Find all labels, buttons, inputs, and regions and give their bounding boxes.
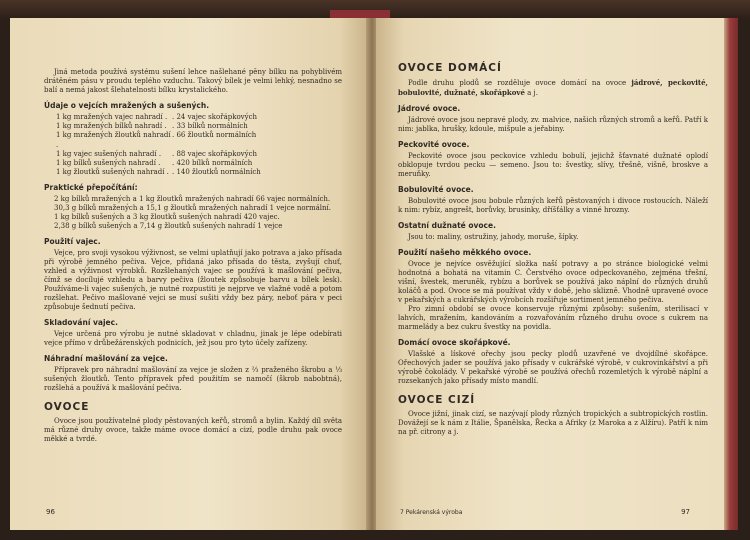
table-cell-right: . 24 vajec skořápkových [172, 113, 258, 121]
table-row [44, 159, 342, 168]
use-paragraph: Vejce, pro svoji vysokou výživnost, se velmi uplatňují jako potrava a jako přísada při výrobě jemného pečiva. Vejce, přidaná jako přísada do těsta, zvyšují chuť, vzhled a výživnost výrobků. Rozšlehaných vajec se používá k mašlování pečiva, čímž se docílujé vzhledu a barvy pečiva (žloutek způsobuje barvu a bílek lesk). Používáme-li vajec sušených, je nutné rozpustiti je nejprve ve vlažné vodě a potom rozšlehat. Pečivo mašlované vejci se musí sušiti vždy bez páry, neboť pára v peci způsobuje šednutí pečiva. [44, 249, 342, 312]
page-number-left: 96 [46, 508, 55, 516]
conversion-line: 1 kg bílků sušených a 3 kg žloutků sušených nahradí 420 vajec. [54, 213, 280, 222]
fruit-paragraph: Ovoce jsou používatelné plody pěstovaných keřů, stromů a bylin. Každý díl světa má různé druhy ovoce, takže máme ovoce domácí a cizí, podle druhu pak ovoce měkké a tvrdé. [44, 417, 342, 444]
pome-paragraph: Jádrové ovoce jsou nepravé plody, zv. malvice, našich různých stromů a keřů. Patří k nim: jablka, hrušky, kdoule, mišpule a jeřabiny. [398, 116, 708, 133]
conversion-line: 2 kg bílků mražených a 1 kg žloutků mražených nahradí 66 vajec normálních. [54, 195, 331, 204]
table-cell-left: 1 kg žloutků sušených nahradí . [56, 168, 169, 177]
table-row [44, 113, 342, 122]
stone-paragraph: Peckovité ovoce jsou peckovice vzhledu bobulí, jejichž šťavnaté dužnaté oplodí obklopuje tvrdou pecku — semeno. Jsou to: švestky, slívy, třešně, višně, broskve a meruňky. [398, 152, 708, 178]
heading-use-of-eggs: Použití vajec. [44, 237, 101, 247]
domestic-bold-types: jádrové, peckovité, bobulovité, dužnaté, skořápkové [398, 78, 708, 97]
table-cell-right: . 33 bílků normálních [172, 122, 248, 131]
table-cell-right: . 88 vajec skořápkových [172, 149, 258, 158]
intro-paragraph: Jiná metoda používá systému sušení lehce našlehané pěny bílku na pohyblivém drátěném pásu v proudu teplého vzduchu. Takový bílek je velmi lehký, nesnadno se balí a nemá jakost šlehatelnosti bílku krystalického. [44, 68, 342, 94]
heading-soft-fruit-use: Použití našeho měkkého ovoce. [398, 248, 532, 257]
heading-storage: Skladování vajec. [44, 318, 118, 328]
table-row [44, 131, 342, 149]
left-page [10, 18, 368, 530]
table-cell-right: . 140 žloutků normálních [172, 168, 261, 177]
heading-stone-fruit: Peckovité ovoce. [398, 140, 470, 149]
table-cell-left: 1 kg vajec sušených nahradí . [56, 149, 162, 158]
table-cell-right: . 420 bílků normálních [172, 159, 253, 168]
table-cell-left: 1 kg mražených bílků nahradí . [56, 122, 167, 131]
heading-pome-fruit: Jádrové ovoce. [398, 104, 461, 113]
table-cell-left: 1 kg mražených vajec nahradí . [56, 113, 168, 121]
domestic-text-end: a j. [524, 89, 538, 97]
conversion-line: 30,3 g bílků mražených a 15,1 g žloutků mražených nahradí 1 vejce normální. [54, 204, 331, 213]
domestic-text: Podle druhu plodů se rozděluje ovoce domácí na ovoce [408, 79, 632, 87]
frozen-eggs-table [44, 113, 342, 177]
substitute-paragraph: Přípravek pro náhradní mašlování za vejce je složen z ⅔ praženého škrobu a ⅓ sušených žloutků. Tento přípravek před použitím se namočí (škrob nabobtná), rozšlehá a používá k mašlování pečiva. [44, 366, 342, 393]
right-page [376, 18, 724, 530]
soft-paragraph: Ovoce je nejvíce osvěžující složka naší potravy a po stránce biologické velmi hodnotná a bohatá na vitamin C. Čerstvého ovoce odpeckovaného, zejména třešní, višní, švestek, meruněk, rybízu a borůvek se používá jako náplní do různých druhů koláčů a pod. Ovoce se má používat vždy v době, jeho sklizně. Vhodně upravené ovoce v pekařských a cukrářských výrobcích rozšiřuje sortiment jemného pečiva. [398, 260, 708, 304]
storage-paragraph: Vejce určená pro výrobu je nutné skladovat v chladnu, jinak je lépe odebírati vejce přímo v drůbežárenských podnicích, jež jsou pro tyto účely zařízeny. [44, 330, 342, 348]
heading-nuts: Domácí ovoce skořápkové. [398, 338, 511, 347]
table-cell-right: . 66 žloutků normálních [172, 131, 257, 140]
heading-other-fruit: Ostatní dužnaté ovoce. [398, 221, 496, 230]
table-cell-left: 1 kg bílků sušených nahradí . [56, 159, 161, 168]
table-row [44, 150, 342, 159]
table-cell-left: 1 kg mražených žloutků nahradí . [56, 131, 171, 149]
heading-domestic-fruit: OVOCE DOMÁCÍ [398, 62, 502, 74]
heading-foreign-fruit: OVOCE CIZÍ [398, 394, 476, 406]
heading-berry-fruit: Bobulovité ovoce. [398, 185, 474, 194]
nuts-paragraph: Vlašské a lískové ořechy jsou pecky plodů uzavřené ve dvojdílné skořápce. Ořechových jader se používá jako přísady v cukrářské výrobě, v cukrovinkářství a při výrobě čokolády. V pekařské výrobě se používá ořechů rozemletých k výrobě náplní a rozsekaných jako přísady místo mandlí. [398, 350, 708, 385]
heading-practical-conversion: Praktické přepočítání: [44, 183, 138, 193]
footer-note: 7 Pekárenská výroba [400, 509, 463, 516]
foreign-paragraph: Ovoce jižní, jinak cizí, se nazývají plody různých tropických a subtropických rostlin. Dovážejí se k nám z Itálie, Španělska, Řecka a Afriky (z Maroka a z Alžíru). Patří k nim na př. citrony a j. [398, 410, 708, 436]
heading-frozen-dried-eggs: Údaje o vejcích mražených a sušených. [44, 101, 210, 110]
other-paragraph: Jsou to: maliny, ostružiny, jahody, moruše, šípky. [408, 233, 579, 241]
domestic-paragraph [398, 78, 708, 98]
heading-fruit: OVOCE [44, 401, 90, 414]
page-number-right: 97 [681, 508, 690, 516]
berry-paragraph: Bobulovité ovoce jsou bobule různých keřů pěstovaných i divoce rostoucích. Náleží k nim: rybíz, angrešt, borůvky, brusinky, dříšťálky a vinné hrozny. [398, 197, 708, 214]
book-edge [724, 18, 738, 530]
conversion-line: 2,38 g bílků sušených a 7,14 g žloutků sušených nahradí 1 vejce [54, 222, 283, 231]
heading-substitute-glaze: Náhradní mašlování za vejce. [44, 354, 168, 364]
conserve-paragraph: Pro zimní období se ovoce konservuje různými způsoby: sušením, sterilisací v lahvích, mražením, kandováním a rozvařováním různého druhu ovoce s cukrem na marmelády a bez cukru švestky na povidla. [398, 305, 708, 331]
table-row [44, 168, 342, 177]
